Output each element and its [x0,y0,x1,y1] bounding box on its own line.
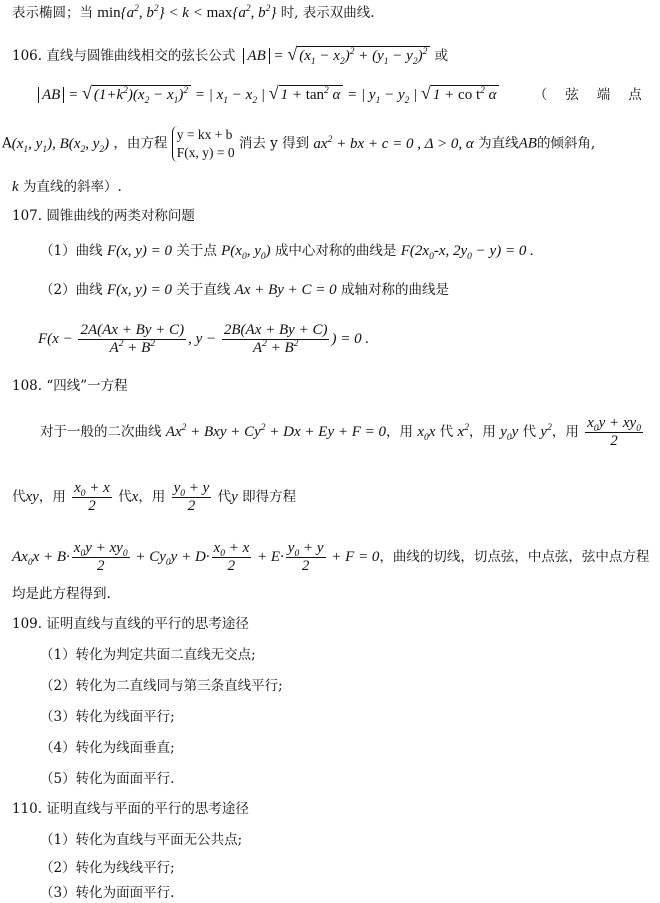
curve-expr-2: F(x, y) = 0 [106,282,173,298]
x-symbol: x [131,488,139,505]
use-3: ，用 [551,423,579,440]
delta-note: 为直线 [478,135,519,152]
formula-tail: ，曲线的切线，切点弦，中点弦，弦中点方程 [379,548,650,565]
line2-tail: 即得方程 [242,488,297,505]
eliminate-text: 消去 y 得到 [238,135,310,152]
system-line [2,126,595,162]
k-note-line [12,178,122,196]
axial-symmetric-formula [38,322,369,357]
chord-length-formula-1: AB = √ $(x_1 - x_2)^2 + (y_1 - y_2)^2$ [240,48,431,64]
replace-2: 代 [522,423,537,440]
p1-tail: 成中心对称的曲线是 [274,243,397,259]
endpoint-note: （弦端点 [533,87,660,103]
item-106-title: 106. 直线与圆锥曲线相交的弦长公式 [12,48,236,64]
item-109-1: （1）转化为判定共面二直线无交点; [40,647,256,663]
item-108-title: 108. “四线”一方程 [12,378,128,394]
line-expr: Ax + By + C = 0 [234,282,337,298]
item-106-title-line [12,45,448,65]
item-109-4: （4）转化为线面垂直; [40,740,175,756]
points-prefix: A [2,135,12,152]
use-4: ，用 [38,488,66,505]
item-110-title: 110. 证明直线与平面的平行的思考途径 [12,801,249,817]
item-110-1: （1）转化为直线与平面无公共点; [40,832,243,848]
item-107-title: 107. 圆锥曲线的两类对称问题 [12,208,195,224]
replace-1: 代 [439,423,454,440]
item-110-3: （3）转化为面面平行. [40,885,175,901]
ellipse-prefix: 表示椭圆；当 [12,5,93,21]
item-109-3: （3）转化为线面平行; [40,709,175,725]
connector-or: 或 [434,48,449,64]
k-symbol: k [12,179,19,195]
item-109-5: （5）转化为面面平行. [40,771,175,787]
y2-expr: $y^2$ [540,422,552,440]
use-2: ，用 [468,423,496,440]
general-conic-expr: $Ax^2$ + Bxy + $Cy^2 + Dx + Ey + F = 0$ [165,422,387,440]
y-symbol: y [231,488,238,505]
min-max-condition: $\min\{a^2$, $b^2\} < k < \max\{a^2$, $b^2$} [97,4,277,21]
four-lines-equation [12,540,649,575]
point-p-expr: $P(x_0$, $y_0$) [221,243,271,262]
xy-symbol: xy [25,488,39,505]
item-110-2: （2）转化为线线平行; [40,860,175,876]
k-note: 为直线的斜率）. [22,179,122,195]
item-108-line2 [12,480,296,515]
equation-system: y = kx + b F(x, y) = 0 [172,126,235,162]
replace-4: 代 [118,488,132,505]
x-frac: $\frac{x_0 + x}{2}$ [74,480,110,514]
four-lines-expr: $Ax_0x + B\cdot$ $\frac{x_0y + xy_0}{2}$ + $Cy_0y + D\cdot$ $\frac{x_0 + x}{2}$ + E· $\frac{y_0 + y}{2}$ + F = 0 [12,540,380,574]
item-107-p1 [40,242,534,260]
quadratic-expr: $ax^2$ + bx + c = 0 , Δ > 0, α [313,134,474,152]
p1-mid: 关于点 [176,243,217,259]
p2-label: （2）曲线 [40,282,103,298]
p2-mid: 关于直线 [176,282,231,298]
p1-label: （1）曲线 [40,243,103,259]
xy-frac: $\frac{x_0y + xy_0}{2}$ [587,415,641,449]
p2-tail: 成轴对称的曲线是 [340,282,449,298]
replace-3: 代 [12,488,26,505]
curve-expr-1: F(x, y) = 0 [106,243,173,259]
axial-symmetric-expr: F(x − $\frac{2A(Ax + By + C)}{A^2 + B^2}$ , y − $\frac{2B(Ax + By + C)}{A^2 + B^2}$ ) = 0 . [38,322,370,356]
ellipse-suffix: 时, 表示双曲线. [280,5,375,21]
chord-length-expr: AB = √ $(1+k^2)(x_2 - x_1)^2$ = | $x_1 - x_2$ | √ $1 + \tan^2 \alpha$ = | $y_1 - y_2$ | √ 1 + co $t^2$ α [38,87,499,103]
intro-text: 对于一般的二次曲线 [40,423,162,440]
item-109-2: （2）转化为二直线同与第三条直线平行; [40,678,283,694]
ab-label: AB [518,135,537,152]
x2-expr: $x^2$ [457,422,469,440]
item-107-p2 [40,281,449,299]
points-expr: ($x_1$, $y_1$), $B(x_2$, $y_2$) [11,135,110,155]
x0x-expr: $x_0x$ [417,423,436,443]
item-108-intro [40,415,645,450]
y-frac: $\frac{y_0 + y}{2}$ [173,480,210,514]
chord-length-formula-2 [38,84,660,104]
incline-note: 的倾斜角, [536,135,596,152]
replace-5: 代 [217,488,232,505]
from-system: ，由方程 [113,135,168,152]
item-108-final: 均是此方程得到. [12,586,111,602]
item-109-title: 109. 证明直线与直线的平行的思考途径 [12,616,249,632]
use-5: ，用 [138,488,166,505]
ellipse-hyperbola-line [12,4,375,22]
use-1: ，用 [386,423,414,440]
central-symmetric-expr: $F(2x_0-x$, $2y_0 - y) = 0$ . [400,243,534,262]
y0y-expr: $y_0y$ [500,423,519,443]
